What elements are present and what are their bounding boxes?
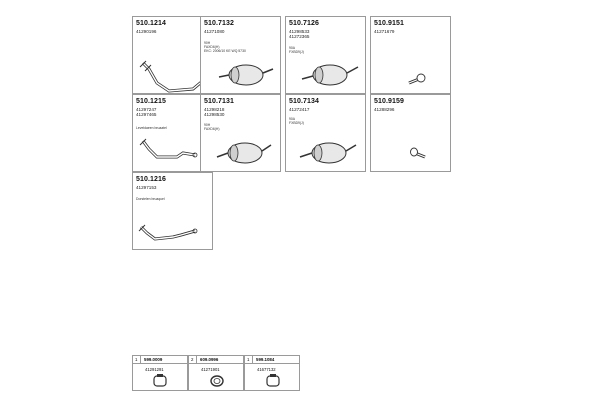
- quantity: 1: [247, 356, 253, 364]
- accessory-part-number: 599.0009: [144, 357, 163, 362]
- clamp-icon: [133, 356, 189, 392]
- note-line: FXBD9(J): [289, 50, 304, 55]
- part-number: 510.1215: [136, 98, 166, 105]
- part-number: 510.7126: [289, 20, 319, 27]
- part-number: 510.9151: [374, 20, 404, 27]
- note-line: FAXD6(H): [204, 45, 220, 50]
- tail-pipe-image: [371, 95, 452, 173]
- part-card[interactable]: [285, 94, 366, 172]
- part-number: 510.7131: [204, 98, 234, 105]
- reference-number: 41290196: [136, 29, 157, 34]
- note-line: 90H: [204, 41, 211, 45]
- reference-number: 41271679: [374, 29, 395, 34]
- reference-number: 41298218: [204, 107, 225, 112]
- note-line: Dorstelen bruaquel: [136, 197, 165, 201]
- quantity: 2: [191, 356, 197, 364]
- part-number: 510.9159: [374, 98, 404, 105]
- reference-number: 41297153: [136, 185, 157, 190]
- note-line: 90A: [289, 46, 296, 50]
- silencer-image: [286, 17, 367, 95]
- note-line: FXBD9(J): [289, 121, 304, 126]
- accessory-reference: 41271901: [201, 367, 220, 372]
- note-line: 90A: [289, 117, 296, 121]
- reference-number: 41288296: [374, 107, 395, 112]
- accessory-part-number: 599.1084: [256, 357, 275, 362]
- note-line: EKC: 2006/10 KE WQ 5730: [204, 49, 246, 54]
- accessory-part-number: 609.0996: [200, 357, 219, 362]
- part-number: 510.1214: [136, 20, 166, 27]
- note-line: FAXD6(H): [204, 127, 220, 132]
- part-number: 510.7134: [289, 98, 319, 105]
- reference-number: 41272365: [289, 34, 310, 40]
- reference-number: 41297247: [136, 107, 157, 112]
- quantity: 1: [135, 356, 141, 364]
- tail-pipe-image: [371, 17, 452, 95]
- reference-number: 41297465: [136, 112, 157, 118]
- reference-number: 41298530: [204, 112, 225, 118]
- note-line: 90H: [204, 123, 211, 127]
- clamp-icon: [245, 356, 301, 392]
- gasket-icon: [189, 356, 245, 392]
- accessory-reference: 41677132: [257, 367, 276, 372]
- silencer-image: [201, 17, 282, 95]
- silencer-image: [201, 95, 282, 173]
- accessory-cell[interactable]: [188, 355, 244, 391]
- accessory-cell[interactable]: [132, 355, 188, 391]
- part-card[interactable]: [370, 94, 451, 172]
- part-card[interactable]: [132, 172, 213, 250]
- part-card[interactable]: [285, 16, 366, 94]
- silencer-image: [286, 95, 367, 173]
- part-number: 510.1216: [136, 176, 166, 183]
- front-pipe-image: [133, 173, 214, 251]
- part-card[interactable]: [200, 94, 281, 172]
- accessory-reference: 41291291: [145, 367, 164, 372]
- reference-number: 41272417: [289, 107, 310, 112]
- reference-number: 41271080: [204, 29, 225, 34]
- accessory-cell[interactable]: [244, 355, 300, 391]
- reference-number: 41298533: [289, 29, 310, 34]
- part-card[interactable]: [370, 16, 451, 94]
- part-number: 510.7132: [204, 20, 234, 27]
- note-line: Leveldaeen bruaatel: [136, 126, 167, 130]
- part-card[interactable]: [200, 16, 281, 94]
